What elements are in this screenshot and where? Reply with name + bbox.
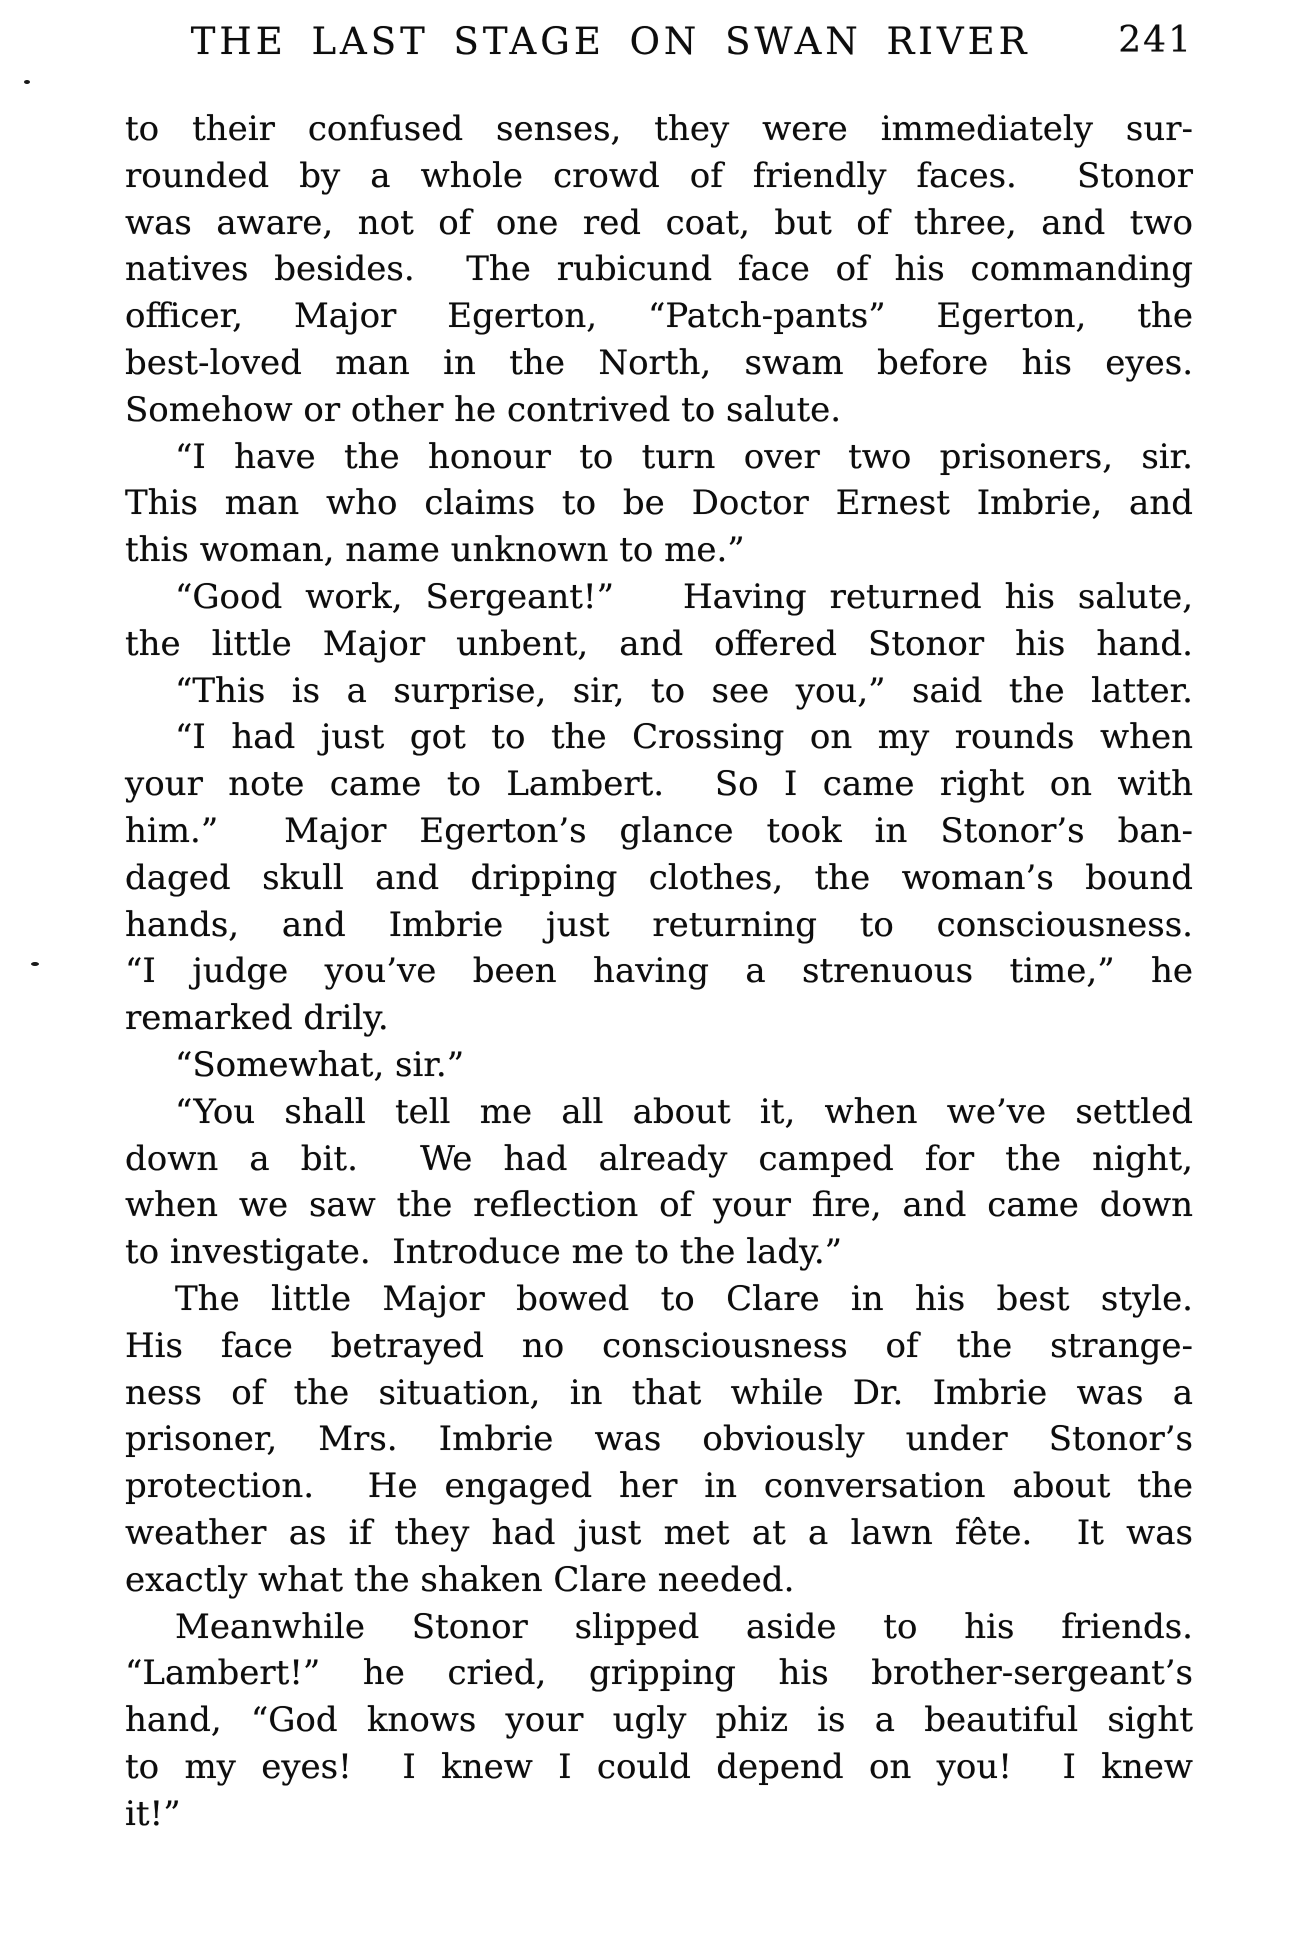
- text-line: your note came to Lambert. So I came right on with: [125, 764, 1193, 805]
- paragraph: [125, 714, 1193, 1042]
- text-line: “This is a surprise, sir, to see you,” said the latter.: [175, 670, 1193, 711]
- paragraph: [125, 574, 1193, 668]
- text-line: The little Major bowed to Clare in his best style.: [175, 1278, 1193, 1319]
- text-line: “Good work, Sergeant!” Having returned his salute,: [175, 576, 1193, 617]
- text-line: Somehow or other he contrived to salute.: [125, 389, 842, 430]
- page-number: 241: [1118, 20, 1193, 61]
- text-line: when we saw the reflection of your fire, and came down: [125, 1185, 1193, 1226]
- text-line: “I have the honour to turn over two prisoners, sir.: [175, 436, 1193, 477]
- paragraph: [125, 1276, 1193, 1604]
- paragraph: [125, 668, 1193, 715]
- text-line: this woman, name unknown to me.”: [125, 530, 745, 571]
- paragraph: [125, 1604, 1193, 1838]
- text-line: to investigate. Introduce me to the lady.”: [125, 1232, 843, 1273]
- text-line: remarked drily.: [125, 998, 389, 1039]
- text-line: daged skull and dripping clothes, the woman’s bound: [125, 857, 1193, 898]
- text-line: protection. He engaged her in conversation about the: [125, 1466, 1193, 1507]
- text-line: it!”: [125, 1793, 181, 1834]
- text-line: officer, Major Egerton, “Patch-pants” Egerton, the: [125, 296, 1193, 337]
- text-line: Meanwhile Stonor slipped aside to his friends.: [175, 1606, 1193, 1647]
- text-line: prisoner, Mrs. Imbrie was obviously under Stonor’s: [125, 1419, 1193, 1460]
- text-line: him.” Major Egerton’s glance took in Stonor’s ban-: [125, 810, 1193, 851]
- scan-speck: [31, 962, 39, 966]
- paragraph: [125, 1089, 1193, 1276]
- text-line: was aware, not of one red coat, but of three, and two: [125, 202, 1193, 243]
- page-header: [125, 20, 1193, 63]
- text-line: natives besides. The rubicund face of his commanding: [125, 249, 1193, 290]
- text-line: best-loved man in the North, swam before his eyes.: [125, 342, 1193, 383]
- text-line: to their confused senses, they were immediately sur-: [125, 109, 1193, 149]
- running-title: THE LAST STAGE ON SWAN RIVER: [190, 20, 1031, 63]
- text-line: This man who claims to be Doctor Ernest Imbrie, and: [125, 483, 1193, 524]
- paragraph: [125, 106, 1193, 434]
- text-line: to my eyes! I knew I could depend on you! I knew: [125, 1746, 1193, 1787]
- text-line: “Somewhat, sir.”: [175, 1044, 465, 1085]
- body-text: [125, 106, 1193, 1837]
- text-line: hands, and Imbrie just returning to consciousness.: [125, 904, 1193, 945]
- text-line: His face betrayed no consciousness of the strange-: [125, 1325, 1193, 1366]
- paragraph: [125, 434, 1193, 574]
- paragraph: [125, 1042, 1193, 1089]
- text-line: “You shall tell me all about it, when we’ve settled: [175, 1091, 1193, 1132]
- text-line: “Lambert!” he cried, gripping his brother-sergeant’s: [125, 1653, 1193, 1694]
- text-line: hand, “God knows your ugly phiz is a beautiful sight: [125, 1700, 1193, 1741]
- text-line: weather as if they had just met at a lawn fête. It was: [125, 1512, 1193, 1553]
- text-line: down a bit. We had already camped for the night,: [125, 1138, 1193, 1179]
- text-line: “I judge you’ve been having a strenuous time,” he: [125, 951, 1193, 992]
- text-line: ness of the situation, in that while Dr. Imbrie was a: [125, 1372, 1193, 1413]
- text-line: rounded by a whole crowd of friendly faces. Stonor: [125, 155, 1193, 196]
- text-line: “I had just got to the Crossing on my rounds when: [175, 717, 1193, 758]
- text-line: the little Major unbent, and offered Stonor his hand.: [125, 623, 1193, 664]
- text-line: exactly what the shaken Clare needed.: [125, 1559, 795, 1600]
- scan-speck: [24, 80, 30, 84]
